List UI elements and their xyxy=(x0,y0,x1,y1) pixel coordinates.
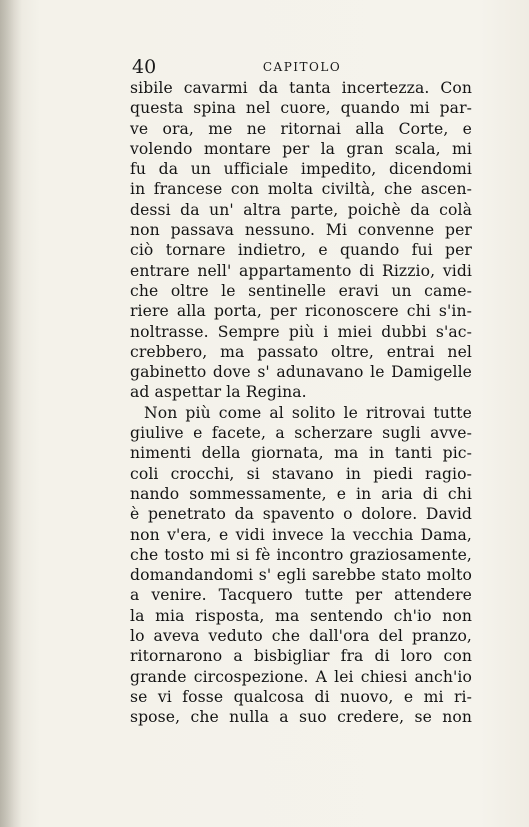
text-line: coli crocchi, si stavano in piedi ragio- xyxy=(130,464,472,483)
running-head: CAPITOLO xyxy=(262,60,342,74)
text-line: non passava nessuno. Mi convenne per xyxy=(130,221,472,240)
text-line: spose, che nulla a suo credere, se non xyxy=(130,708,472,727)
text-line: non v'era, e vidi invece la vecchia Dama, xyxy=(130,525,472,544)
text-line: volendo montare per la gran scala, mi xyxy=(130,139,472,158)
text-line: in francese con molta civiltà, che ascen- xyxy=(130,180,472,199)
text-line: che oltre le sentinelle eravi un came- xyxy=(130,281,472,300)
paragraph xyxy=(130,78,472,403)
text-line: ve ora, me ne ritornai alla Corte, e xyxy=(130,119,472,138)
text-line: riere alla porta, per riconoscere chi s'in- xyxy=(130,302,472,321)
text-line: giulive e facete, a scherzare sugli avve- xyxy=(130,424,472,443)
page-number: 40 xyxy=(132,56,157,78)
text-line: è penetrato da spavento o dolore. David xyxy=(130,505,472,524)
text-line: che tosto mi si fè incontro graziosamente, xyxy=(130,545,472,564)
gutter-shadow xyxy=(0,0,22,827)
body-text xyxy=(130,78,472,728)
text-line: nando sommessamente, e in aria di chi xyxy=(130,484,472,503)
text-line: se vi fosse qualcosa di nuovo, e mi ri- xyxy=(130,687,472,706)
text-line: crebbero, ma passato oltre, entrai nel xyxy=(130,342,472,361)
page-header xyxy=(132,56,472,78)
text-line: ritornarono a bisbigliar fra di loro con xyxy=(130,647,472,666)
text-line: ad aspettar la Regina. xyxy=(130,383,307,402)
text-line: fu da un ufficiale impedito, dicendomi xyxy=(130,160,472,179)
text-line: la mia risposta, ma sentendo ch'io non xyxy=(130,606,472,625)
text-line: nimenti della giornata, ma in tanti pic- xyxy=(130,444,472,463)
text-line: noltrasse. Sempre più i miei dubbi s'ac- xyxy=(130,322,472,341)
text-line: a venire. Tacquero tutte per attendere xyxy=(130,586,472,605)
paragraph xyxy=(130,403,472,728)
text-line: sibile cavarmi da tanta incertezza. Con xyxy=(130,79,472,97)
text-line: grande circospezione. A lei chiesi anch'io xyxy=(130,667,472,686)
text-line: Non più come al solito le ritrovai tutte xyxy=(144,403,472,422)
text-line: lo aveva veduto che dall'ora del pranzo, xyxy=(130,627,472,646)
text-line: gabinetto dove s' adunavano le Damigelle xyxy=(130,363,472,382)
text-line: ciò tornare indietro, e quando fui per xyxy=(130,241,472,260)
text-line: domandandomi s' egli sarebbe stato molto xyxy=(130,566,472,585)
text-line: entrare nell' appartamento di Rizzio, vidi xyxy=(130,261,472,280)
text-line: dessi da un' altra parte, poichè da colà xyxy=(130,200,472,219)
text-line: questa spina nel cuore, quando mi par- xyxy=(130,99,472,118)
